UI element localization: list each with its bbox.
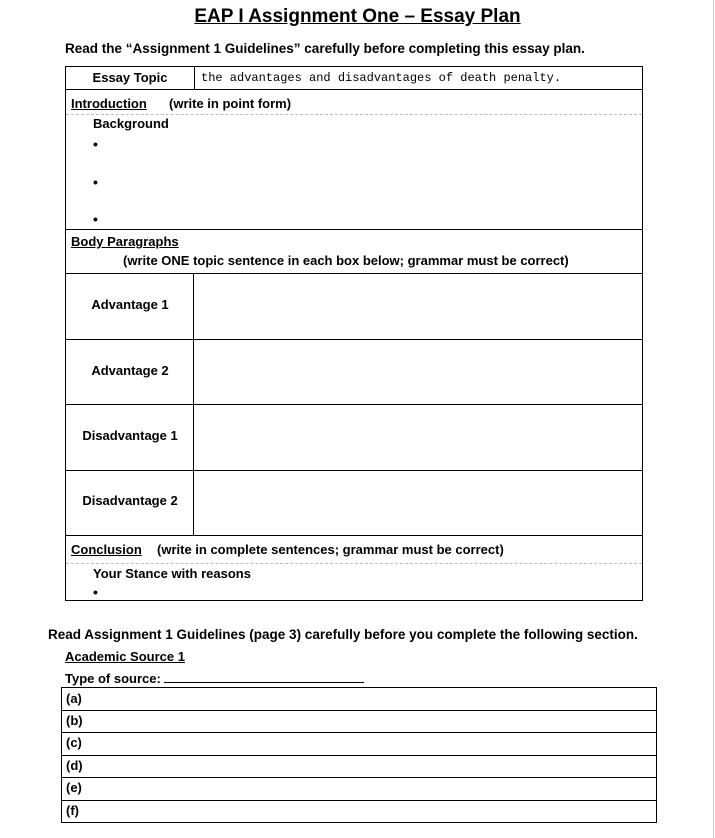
intro-dashed-rule bbox=[66, 114, 642, 115]
essay-plan-table bbox=[65, 66, 643, 601]
topic-divider bbox=[194, 67, 195, 89]
body-paragraphs-heading: Body Paragraphs bbox=[71, 234, 179, 249]
stance-label: Your Stance with reasons bbox=[93, 566, 251, 581]
introduction-heading: Introduction bbox=[71, 96, 147, 111]
source-row-c[interactable]: (c) bbox=[66, 735, 82, 750]
essay-topic-value[interactable]: the advantages and disadvantages of death penalty. bbox=[201, 71, 562, 85]
instruction-bottom: Read Assignment 1 Guidelines (page 3) carefully before you complete the following section. bbox=[48, 627, 638, 642]
page-edge bbox=[713, 0, 714, 838]
source-row-e[interactable]: (e) bbox=[66, 780, 82, 795]
academic-source-heading: Academic Source 1 bbox=[65, 649, 185, 664]
row-divider bbox=[66, 229, 642, 230]
source-row-d[interactable]: (d) bbox=[66, 758, 83, 773]
conclusion-dashed-rule bbox=[66, 563, 642, 564]
page-title: EAP I Assignment One – Essay Plan bbox=[194, 6, 521, 27]
conclusion-note: (write in complete sentences; grammar must be correct) bbox=[157, 542, 504, 557]
row-divider bbox=[66, 404, 642, 405]
advantage-2-label: Advantage 2 bbox=[91, 363, 169, 378]
source-row-b[interactable]: (b) bbox=[66, 713, 83, 728]
academic-source-table bbox=[61, 687, 657, 823]
instruction-top: Read the “Assignment 1 Guidelines” carefully before completing this essay plan. bbox=[65, 41, 585, 56]
body-paragraphs-note: (write ONE topic sentence in each box below; grammar must be correct) bbox=[123, 253, 569, 268]
background-label: Background bbox=[93, 116, 169, 131]
background-bullet-2: • bbox=[93, 174, 98, 190]
conclusion-heading: Conclusion bbox=[71, 542, 142, 557]
disadvantage-2-label: Disadvantage 2 bbox=[82, 493, 178, 508]
row-divider bbox=[66, 535, 642, 536]
row-divider bbox=[66, 273, 642, 274]
introduction-note: (write in point form) bbox=[169, 96, 292, 111]
background-bullet-3: • bbox=[93, 211, 98, 227]
stance-bullet: • bbox=[93, 584, 98, 600]
disadvantage-1-label: Disadvantage 1 bbox=[82, 428, 178, 443]
advantage-1-label: Advantage 1 bbox=[91, 297, 169, 312]
source-row-f[interactable]: (f) bbox=[66, 803, 79, 818]
essay-topic-label: Essay Topic bbox=[92, 70, 168, 85]
row-divider bbox=[66, 339, 642, 340]
source-row-a[interactable]: (a) bbox=[66, 691, 82, 706]
background-bullet-1: • bbox=[93, 136, 98, 152]
type-of-source-label: Type of source: bbox=[65, 670, 364, 686]
row-divider bbox=[66, 89, 642, 90]
type-of-source-blank[interactable] bbox=[164, 670, 364, 683]
row-divider bbox=[66, 470, 642, 471]
